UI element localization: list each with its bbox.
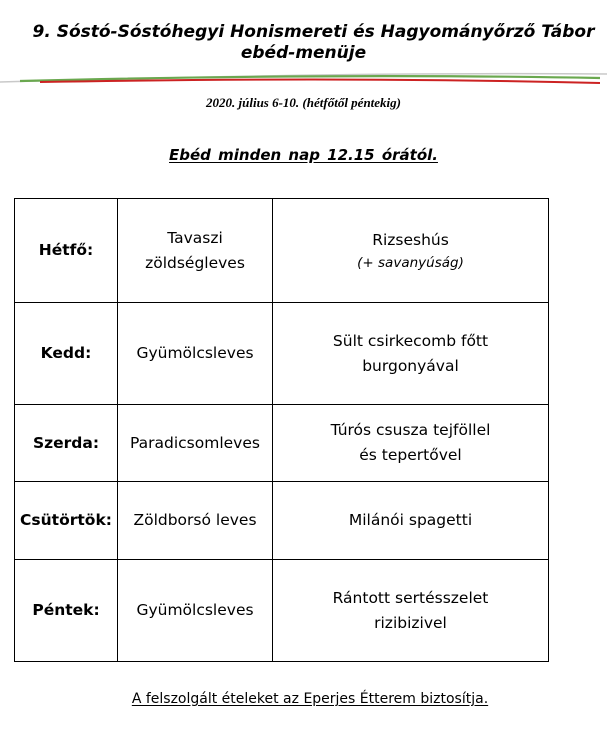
main-course-cell: [273, 199, 549, 303]
soup-cell: [118, 199, 273, 303]
soup-line: Tavaszi: [167, 228, 223, 247]
day-cell: [15, 303, 118, 405]
main-course-cell: [273, 303, 549, 405]
lunch-time-notice: [0, 146, 607, 164]
menu-row: [15, 482, 549, 560]
day-cell: [15, 560, 118, 662]
main-course-line: és tepertővel: [359, 446, 462, 464]
main-course-line: Túrós csusza tejföllel: [330, 421, 491, 439]
soup-line: Gyümölcsleves: [136, 344, 254, 362]
menu-row: [15, 199, 549, 303]
main-course-note: (+ savanyúság): [357, 255, 464, 271]
soup-cell: [118, 482, 273, 560]
main-course-line: Rántott sertésszelet: [332, 588, 489, 607]
menu-table: [14, 198, 549, 662]
main-course-line: Milánói spagetti: [348, 511, 473, 529]
day-cell: [15, 405, 118, 482]
main-course-line: burgonyával: [362, 356, 459, 375]
day-label: Kedd:: [40, 344, 92, 362]
day-label: Szerda:: [32, 433, 100, 452]
day-label: Csütörtök:: [20, 511, 112, 529]
day-label: Péntek:: [32, 601, 100, 619]
document-title-line-1: 9. Sóstó-Sóstóhegyi Honismereti és Hagyományőrző Tábor: [32, 22, 595, 42]
soup-cell: [118, 303, 273, 405]
soup-line: Zöldborsó leves: [133, 511, 257, 529]
header-accent-swoosh: [0, 70, 607, 94]
day-cell: [15, 199, 118, 303]
main-course-line: rizibizivel: [374, 613, 447, 632]
footer-note: [0, 690, 607, 708]
main-course-cell: [273, 482, 549, 560]
main-course-line: Rizseshús: [372, 231, 449, 249]
soup-cell: [118, 560, 273, 662]
soup-line: zöldségleves: [145, 253, 245, 272]
document-title-line-2: ebéd-menüje: [240, 43, 367, 63]
menu-row: [15, 405, 549, 482]
accent-swoosh-red: [40, 80, 600, 84]
menu-row: [15, 303, 549, 405]
footer-note-text: A felszolgált ételeket az Eperjes Étterem biztosítja.: [131, 691, 489, 707]
lunch-time-notice-text: Ebéd minden nap 12.15 órától.: [169, 146, 438, 164]
soup-line: Paradicsomleves: [130, 433, 260, 452]
soup-line: Gyümölcsleves: [136, 601, 254, 619]
day-cell: [15, 482, 118, 560]
main-course-line: Sült csirkecomb főtt: [332, 331, 489, 350]
date-range: 2020. július 6-10. (hétfőtől péntekig): [206, 95, 401, 110]
menu-row: [15, 560, 549, 662]
main-course-cell: [273, 560, 549, 662]
main-course-cell: [273, 405, 549, 482]
day-label: Hétfő:: [38, 241, 94, 259]
soup-cell: [118, 405, 273, 482]
